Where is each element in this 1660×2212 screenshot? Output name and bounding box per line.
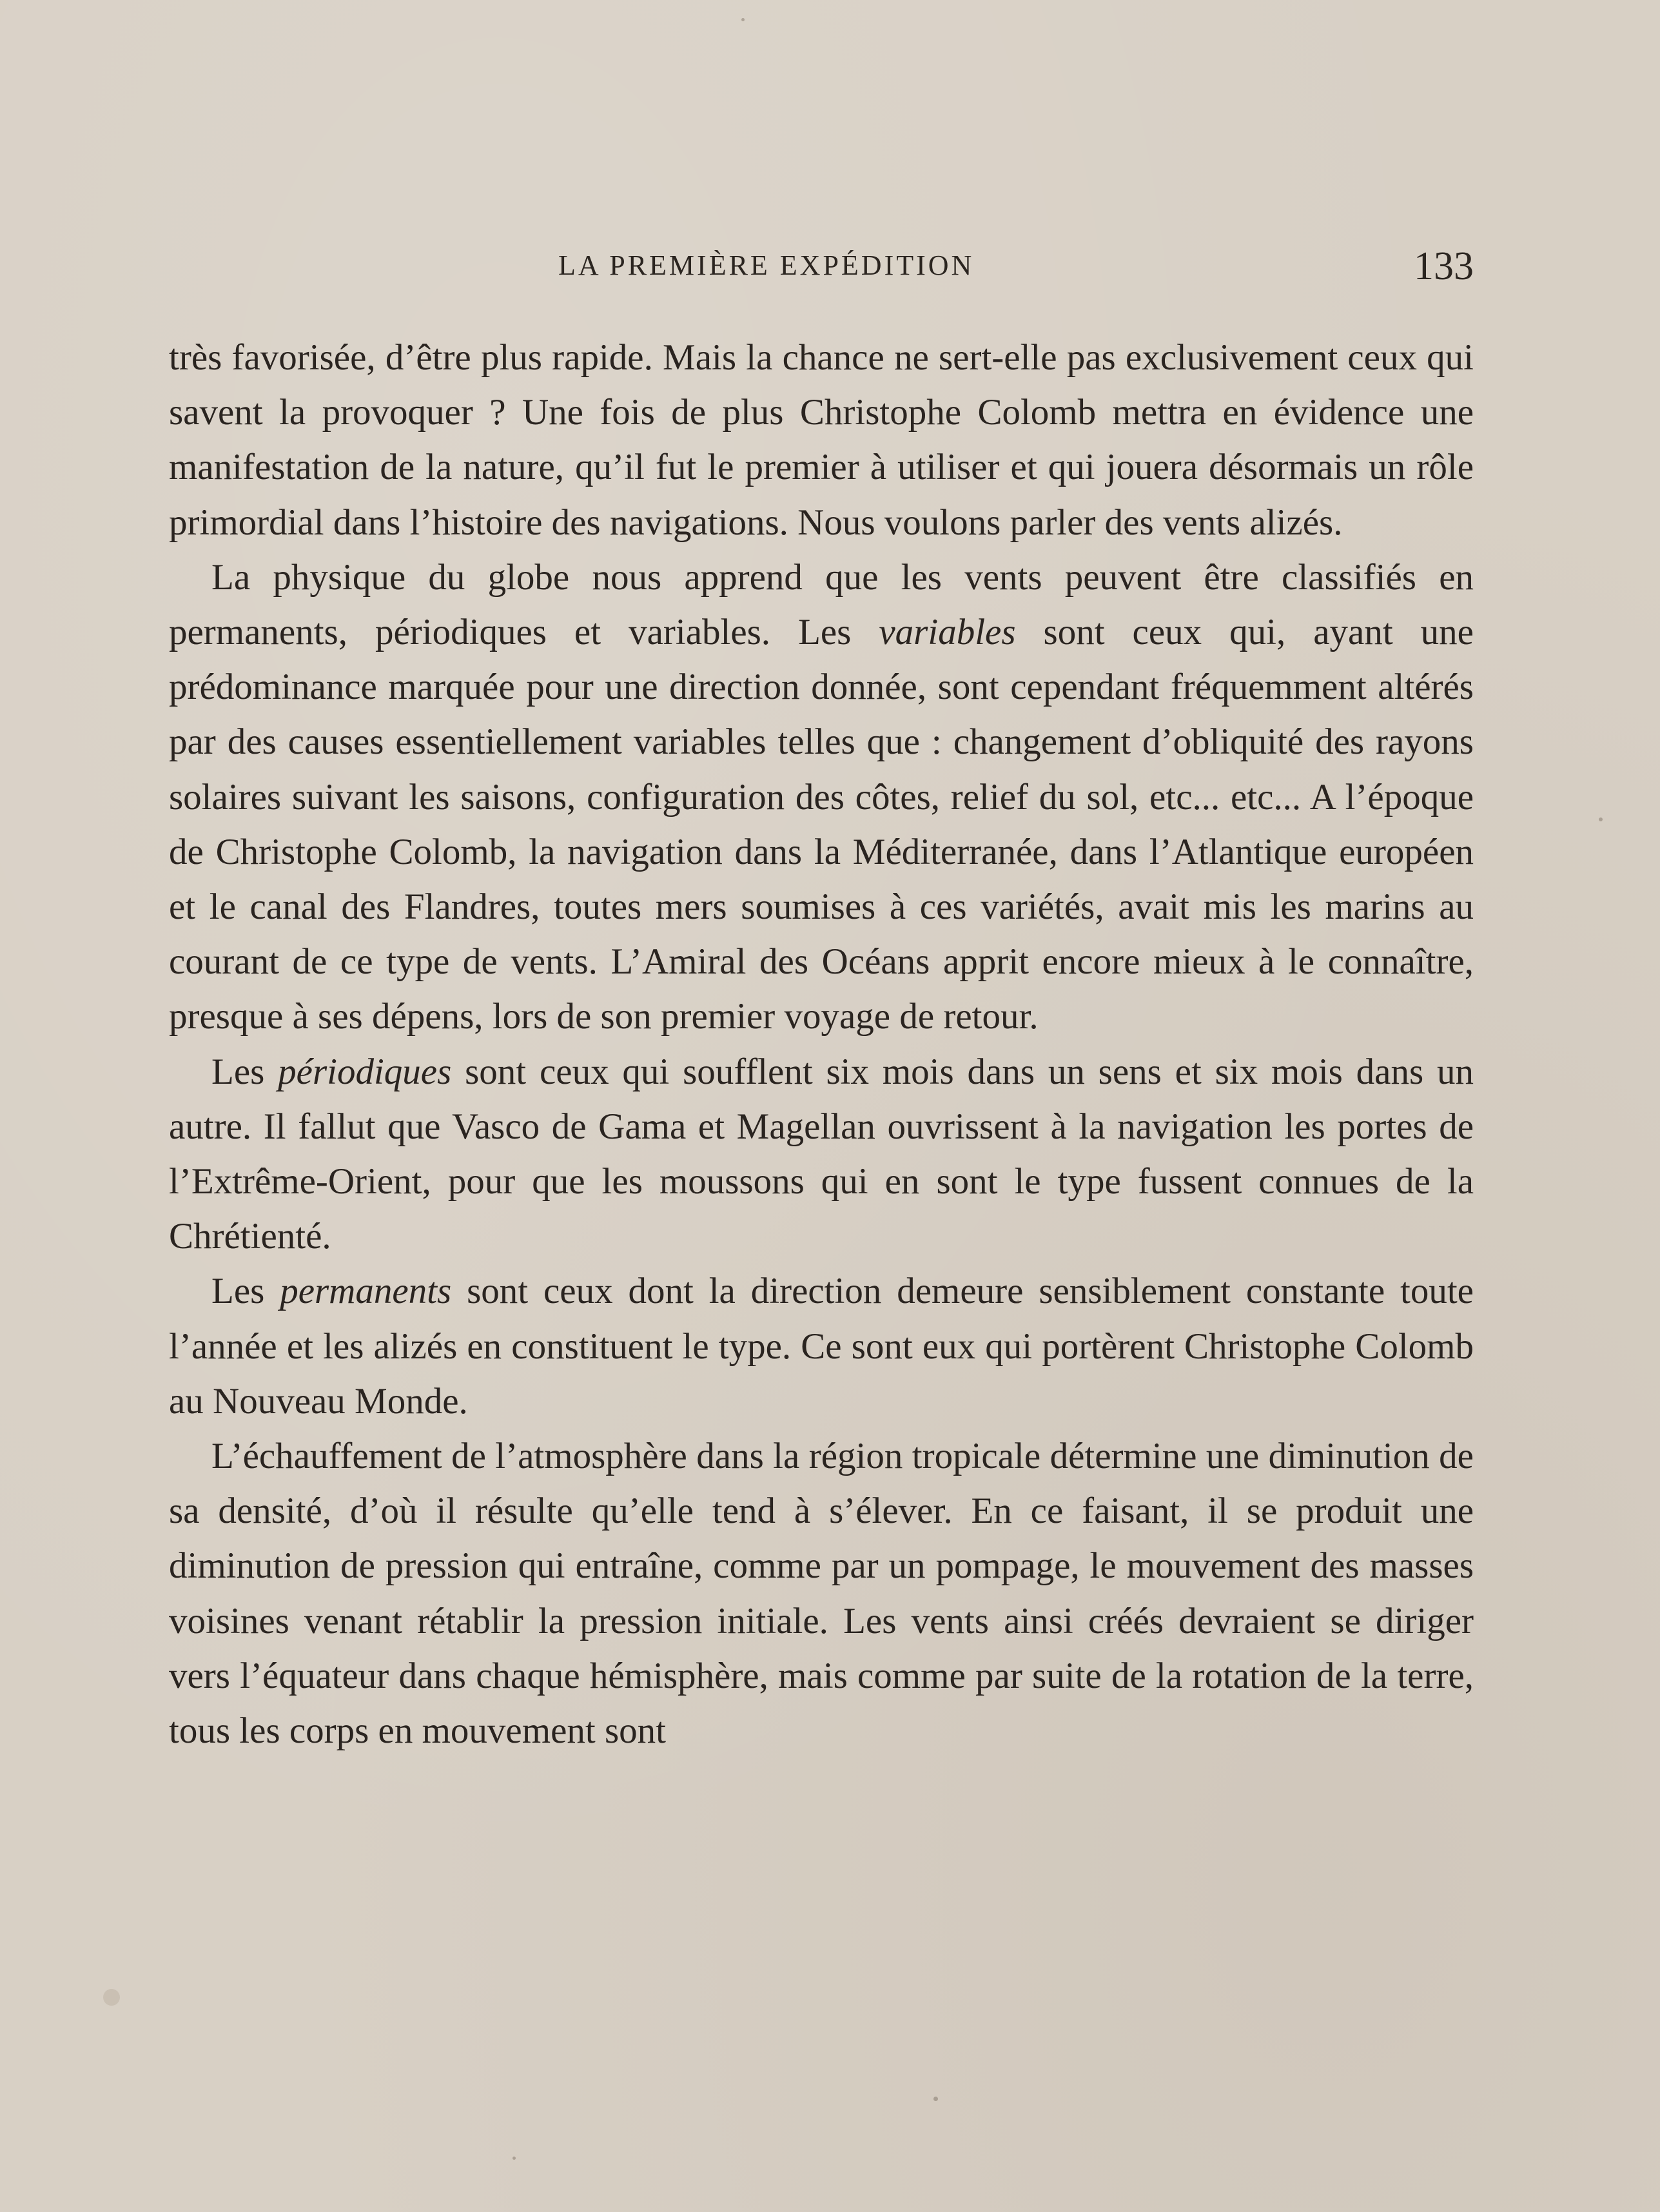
paragraph-3 bbox=[169, 1044, 1474, 1264]
paragraph-text: Les bbox=[211, 1051, 278, 1092]
paper-speck bbox=[1017, 1300, 1020, 1304]
paper-speck bbox=[513, 2157, 516, 2160]
paragraph-2 bbox=[169, 550, 1474, 1044]
paragraph-1 bbox=[169, 330, 1474, 550]
paragraph-text: très favorisée, d’être plus rapide. Mais la chance ne sert-elle pas exclusivement ceux qui savent la provoquer ? Une fois de plus Christophe Colomb mettra en évidence une manifestation de la nature, qu’il fut le premier à utiliser et qui jouera désormais un rôle primordial dans l’histoire des navigations. Nous voulons parler des vents alizés. bbox=[169, 337, 1474, 543]
paragraph-text: sont ceux dont la direction demeure sensiblement constante toute l’année et les alizés en constituent le type. Ce sont eux qui portèrent Christophe Colomb au Nouveau Monde. bbox=[169, 1271, 1474, 1422]
paragraph-text: sont ceux qui soufflent six mois dans un sens et six mois dans un autre. Il fallut que Vasco de Gama et Magellan ouvrissent à la navigation les portes de l’Extrême-Orient, pour que les moussons qui en sont le type fussent connues de la Chrétienté. bbox=[169, 1051, 1474, 1257]
paper-speck bbox=[933, 2097, 938, 2101]
paragraph-text: sont ceux qui, ayant une prédominance marquée pour une direction donnée, sont cependant fréquemment altérés par des causes essentiellement variables telles que : changement d’obliquité des rayons solaires suivant les saisons, configuration des côtes, relief du sol, etc... etc... A l’époque de Christophe Colomb, la navigation dans la Méditerranée, dans l’Atlantique européen et le canal des Flandres, toutes mers soumises à ces variétés, avait mis les marins au courant de ce type de vents. L’Amiral des Océans apprit encore mieux à le connaître, presque à ses dépens, lors de son premier voyage de retour. bbox=[169, 612, 1474, 1037]
paragraph-text: L’échauffement de l’atmosphère dans la région tropicale détermine une diminution de sa densité, d’où il résulte qu’elle tend à s’élever. En ce faisant, il se produit une diminution de pression qui entraîne, comme par un pompage, le mouvement des masses voisines venant rétablir la pression initiale. Les vents ainsi créés devraient se diriger vers l’équateur dans chaque hémisphère, mais comme par suite de la rotation de la terre, tous les corps en mouvement sont bbox=[169, 1436, 1474, 1752]
paragraph-5 bbox=[169, 1429, 1474, 1758]
paper-speck bbox=[741, 18, 745, 21]
paper-speck bbox=[103, 1989, 120, 2006]
running-head bbox=[169, 244, 1474, 295]
italic-term-variables: variables bbox=[879, 612, 1016, 653]
paper-speck bbox=[1599, 817, 1603, 821]
paragraph-4 bbox=[169, 1264, 1474, 1429]
paragraph-text: Les bbox=[211, 1271, 280, 1312]
body-text bbox=[169, 330, 1474, 1758]
paragraph-text: La physique du globe nous apprend que les vents peuvent être classifiés en permanents, périodiques et variables. Les bbox=[169, 556, 1474, 653]
italic-term-permanents: permanents bbox=[280, 1271, 452, 1312]
page-number: 133 bbox=[1414, 244, 1474, 288]
italic-term-periodiques: périodiques bbox=[278, 1051, 452, 1092]
running-title: LA PREMIÈRE EXPÉDITION bbox=[558, 250, 975, 281]
